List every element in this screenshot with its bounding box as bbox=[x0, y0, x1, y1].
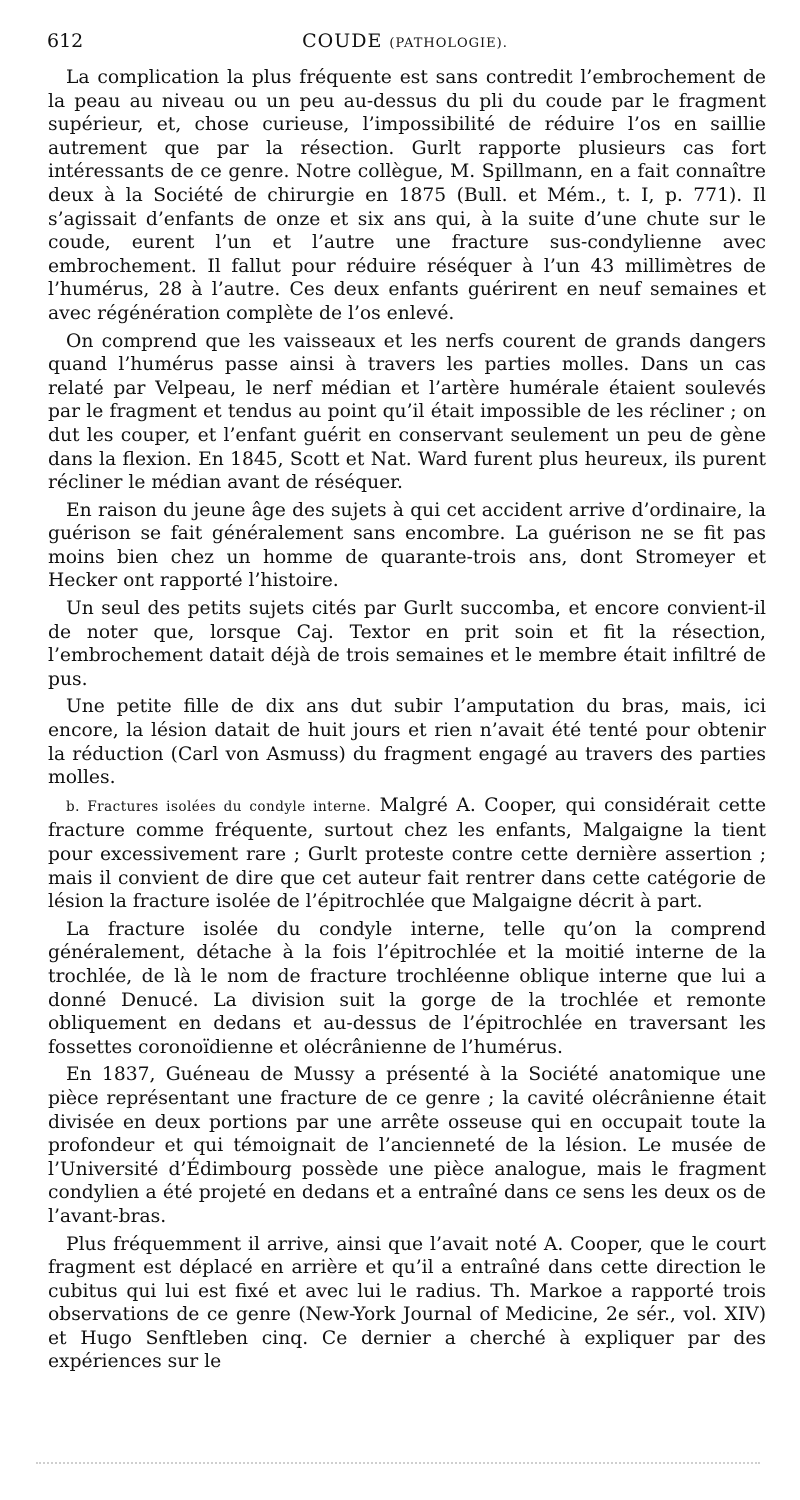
paragraph-text: On comprend que les vaisseaux et les nerfs courent de grands dangers quand l’humérus passe ainsi à travers les parties molles. Dans un cas relaté par Velpeau, le nerf médian et l’artère humérale étaient soulevés par le fragment et tendus au point qu’il était impossible de les récliner ; on dut les couper, et l’enfant guérit en conservant seulement un peu de gène dans la flexion. En 1845, Scott et Nat. Ward furent plus heureux, ils purent récliner le médian avant de réséquer. bbox=[48, 330, 766, 494]
paragraph-text: La complication la plus fréquente est sans contredit l’embrochement de la peau au niveau ou un peu au-dessus du pli du coude par le fragment supérieur, et, chose curieuse, l’impossibilité de réduire l’os en saillie autrement que par la résection. Gurlt rapporte plusieurs cas fort intéressants de ce genre. Notre collègue, M. Spillmann, en a fait connaître deux à la Société de chirurgie en 1875 (Bull. et Mém., t. I, p. 771). Il s’agissait d’enfants de onze et six ans qui, à la suite d’une chute sur le coude, eurent l’un et l’autre une fracture sus-condylienne avec embrochement. Il fallut pour réduire réséquer à l’un 43 millimètres de l’humérus, 28 à l’autre. Ces deux enfants guérirent en neuf semaines et avec régénération complète de l’os enlevé. bbox=[48, 67, 766, 324]
paragraph bbox=[48, 794, 766, 914]
paragraph-text: En 1837, Guéneau de Mussy a présenté à la Société anatomique une pièce représentant une fracture de ce genre ; la cavité olécrânienne était divisée en deux portions par une arrête osseuse qui en occupait toute la profondeur et qui témoignait de l’ancienneté de la lésion. Le musée de l’Université d’Édimbourg possède une pièce analogue, mais le fragment condylien a été projeté en dedans et a entraîné dans ce sens les deux os de l’avant-bras. bbox=[48, 1064, 766, 1227]
paragraph bbox=[48, 1233, 766, 1375]
paragraph-text: La fracture isolée du condyle interne, telle qu’on la comprend généralement, détache à la fois l’épitrochlée et la moitié interne de la trochlée, de là le nom de fracture trochléenne oblique interne que lui a donné Denucé. La division suit la gorge de la trochlée et remonte obliquement en dedans et au-dessus de l’épitrochlée en traversant les fossettes coronoïdienne et olécrânienne de l’humérus. bbox=[48, 918, 766, 1058]
paragraph-text: Une petite fille de dix ans dut subir l’amputation du bras, mais, ici encore, la lésion datait de huit jours et rien n’avait été tenté pour obtenir la réduction (Carl von Asmuss) du fragment engagé au travers des parties molles. bbox=[48, 696, 766, 789]
page-header bbox=[45, 30, 765, 58]
paragraph bbox=[48, 918, 766, 1060]
paragraph bbox=[48, 1063, 766, 1228]
running-head-title: COUDE bbox=[302, 30, 383, 52]
paragraph-text: Un seul des petits sujets cités par Gurlt succomba, et encore convient-il de noter que, lorsque Caj. Textor en prit soin et fit la résection, l’embrochement datait déjà de trois semaines et le membre était infiltré de pus. bbox=[48, 598, 766, 690]
paragraph bbox=[48, 597, 766, 691]
paragraph-text: En raison du jeune âge des sujets à qui cet accident arrive d’ordinaire, la guérison se fait généralement sans encombre. La guérison ne se fit pas moins bien chez un homme de quarante-trois ans, dont Stromeyer et Hecker ont rapporté l’histoire. bbox=[48, 499, 766, 592]
paragraph-text: Plus fréquemment il arrive, ainsi que l’avait noté A. Cooper, que le court fragment est déplacé en arrière et qu’il a entraîné dans cette direction le cubitus qui lui est fixé et avec lui le radius. Th. Markoe a rapporté trois observations de ce genre (New-York Journal of Medicine, 2e sér., vol. XIV) et Hugo Senftleben cinq. Ce dernier a cherché à expliquer par des expériences sur le bbox=[48, 1233, 766, 1373]
scan-artifact-line bbox=[36, 1462, 760, 1466]
paragraph bbox=[48, 66, 766, 326]
paragraph bbox=[48, 499, 766, 593]
paragraph bbox=[48, 695, 766, 789]
body-text bbox=[48, 66, 766, 1378]
paragraph-text: Malgré A. Cooper, qui considérait cette fracture comme fréquente, surtout chez les enfants, Malgaigne la tient pour excessivement rare ; Gurlt proteste contre cette dernière assertion ; mais il convient de dire que cet auteur fait rentrer dans cette catégorie de lésion la fracture isolée de l’épitrochlée que Malgaigne décrit à part. bbox=[48, 794, 767, 913]
running-head bbox=[45, 30, 765, 52]
paragraph bbox=[48, 330, 766, 495]
page-number: 612 bbox=[47, 30, 84, 52]
section-heading: b. Fractures isolées du condyle interne. bbox=[66, 798, 372, 815]
running-head-subtitle: (PATHOLOGIE). bbox=[389, 36, 508, 51]
